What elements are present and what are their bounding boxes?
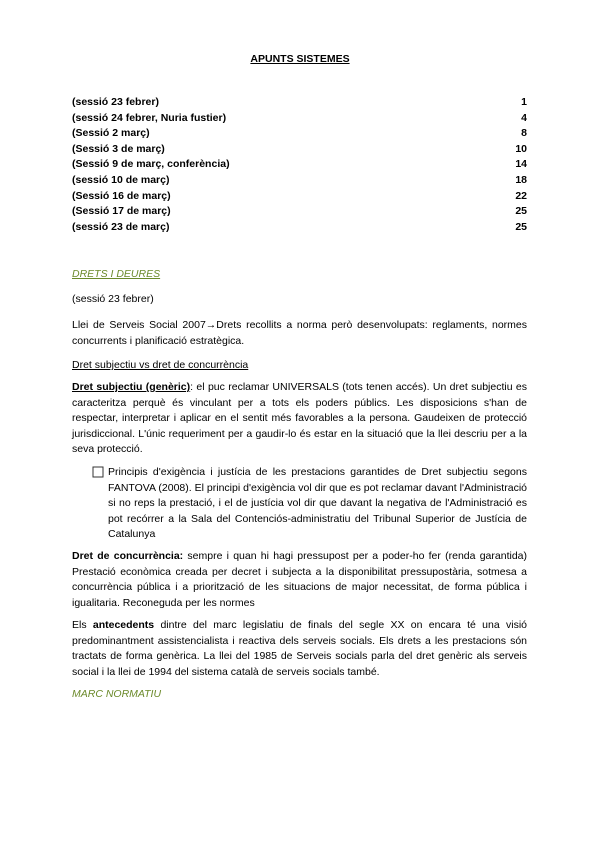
toc-entry[interactable]: (Sessió 3 de març) 10 <box>72 142 527 155</box>
section-heading-drets: DRETS I DEURES <box>72 268 161 280</box>
toc-entry[interactable]: (sessió 24 febrer, Nuria fustier) 4 <box>72 111 527 124</box>
paragraph-dret-concurrencia: Dret de concurrència: sempre i quan hi hagi pressupost per a poder-ho fer (renda garantida) Prestació econòmica creada per decret i subjecta a la disponibilitat pressupostària, sotmesa a concurrència pública i a priorització de les situacions de major necessitat, de forma pública i igualitaria. Reconeguda per les normes <box>72 550 527 609</box>
term-antecedents: antecedents <box>92 619 155 631</box>
section-heading-marc: MARC NORMATIU <box>72 688 162 700</box>
paragraph-llei: Llei de Serveis Social 2007→Drets recollits a norma però desenvolupats: reglaments, normes concurrents i planificació estratègica. <box>72 319 527 347</box>
toc-entry[interactable]: (Sessió 2 març) 8 <box>72 127 527 140</box>
toc-entry[interactable]: (Sessió 17 de març) 25 <box>72 205 527 218</box>
term-dret-subjectiu: Dret subjectiu (genèric) <box>72 381 191 393</box>
paragraph-dret-subjectiu: Dret subjectiu (genèric): el puc reclamar UNIVERSALS (tots tenen accés). Un dret subjectiu es caracteritza perquè és vinculant per a tots els poders públics. Les disposicions s'han de respectar, interpretar i aplicar en el sentit més favorables a la persona. Gaudeixen de protecció jurisdiccional. L'únic requeriment per a gaudir-lo és estar en la situació que la llei descriu per a la seva protecció. <box>72 381 527 456</box>
toc-entry[interactable]: (Sessió 16 de març) 22 <box>72 189 527 202</box>
table-of-contents <box>72 95 527 235</box>
toc-entry[interactable]: (Sessió 9 de març, conferència) 14 <box>72 158 527 171</box>
term-dret-concurrencia: Dret de concurrència: <box>72 550 184 562</box>
document-title: APUNTS SISTEMES <box>250 53 350 65</box>
toc-entry[interactable]: (sessió 10 de març) 18 <box>72 173 527 186</box>
bullet-paragraph: Principis d'exigència i justícia de les prestacions garantides de Dret subjectiu segons FANTOVA (2008). El principi d'exigència vol dir que es pot reclamar davant l'Administració si no reps la prestació, i el de justícia vol dir que davant la negativa de l'Administració es pot recórrer a la Sala del Contenciós-administratiu del Tribunal Superior de Justícia de Catalunya <box>108 466 527 541</box>
checkbox-bullet-icon <box>92 466 104 478</box>
subheading-dret: Dret subjectiu vs dret de concurrència <box>72 359 249 371</box>
toc-entry[interactable]: (sessió 23 febrer) 1 <box>72 96 527 108</box>
paragraph-antecedents: Els antecedents dintre del marc legislatiu de finals del segle XX on encara té una visió predominantment assistencialista i reactiva dels serveis socials. Els drets a les prestacions són tractats de forma genèrica. La llei del 1985 de Serveis socials parla del dret genèric als serveis social i la llei de 1994 del sistema català de serveis socials també. <box>72 619 527 678</box>
toc-entry[interactable]: (sessió 23 de març) 25 <box>72 220 527 233</box>
session-label: (sessió 23 febrer) <box>72 293 154 305</box>
